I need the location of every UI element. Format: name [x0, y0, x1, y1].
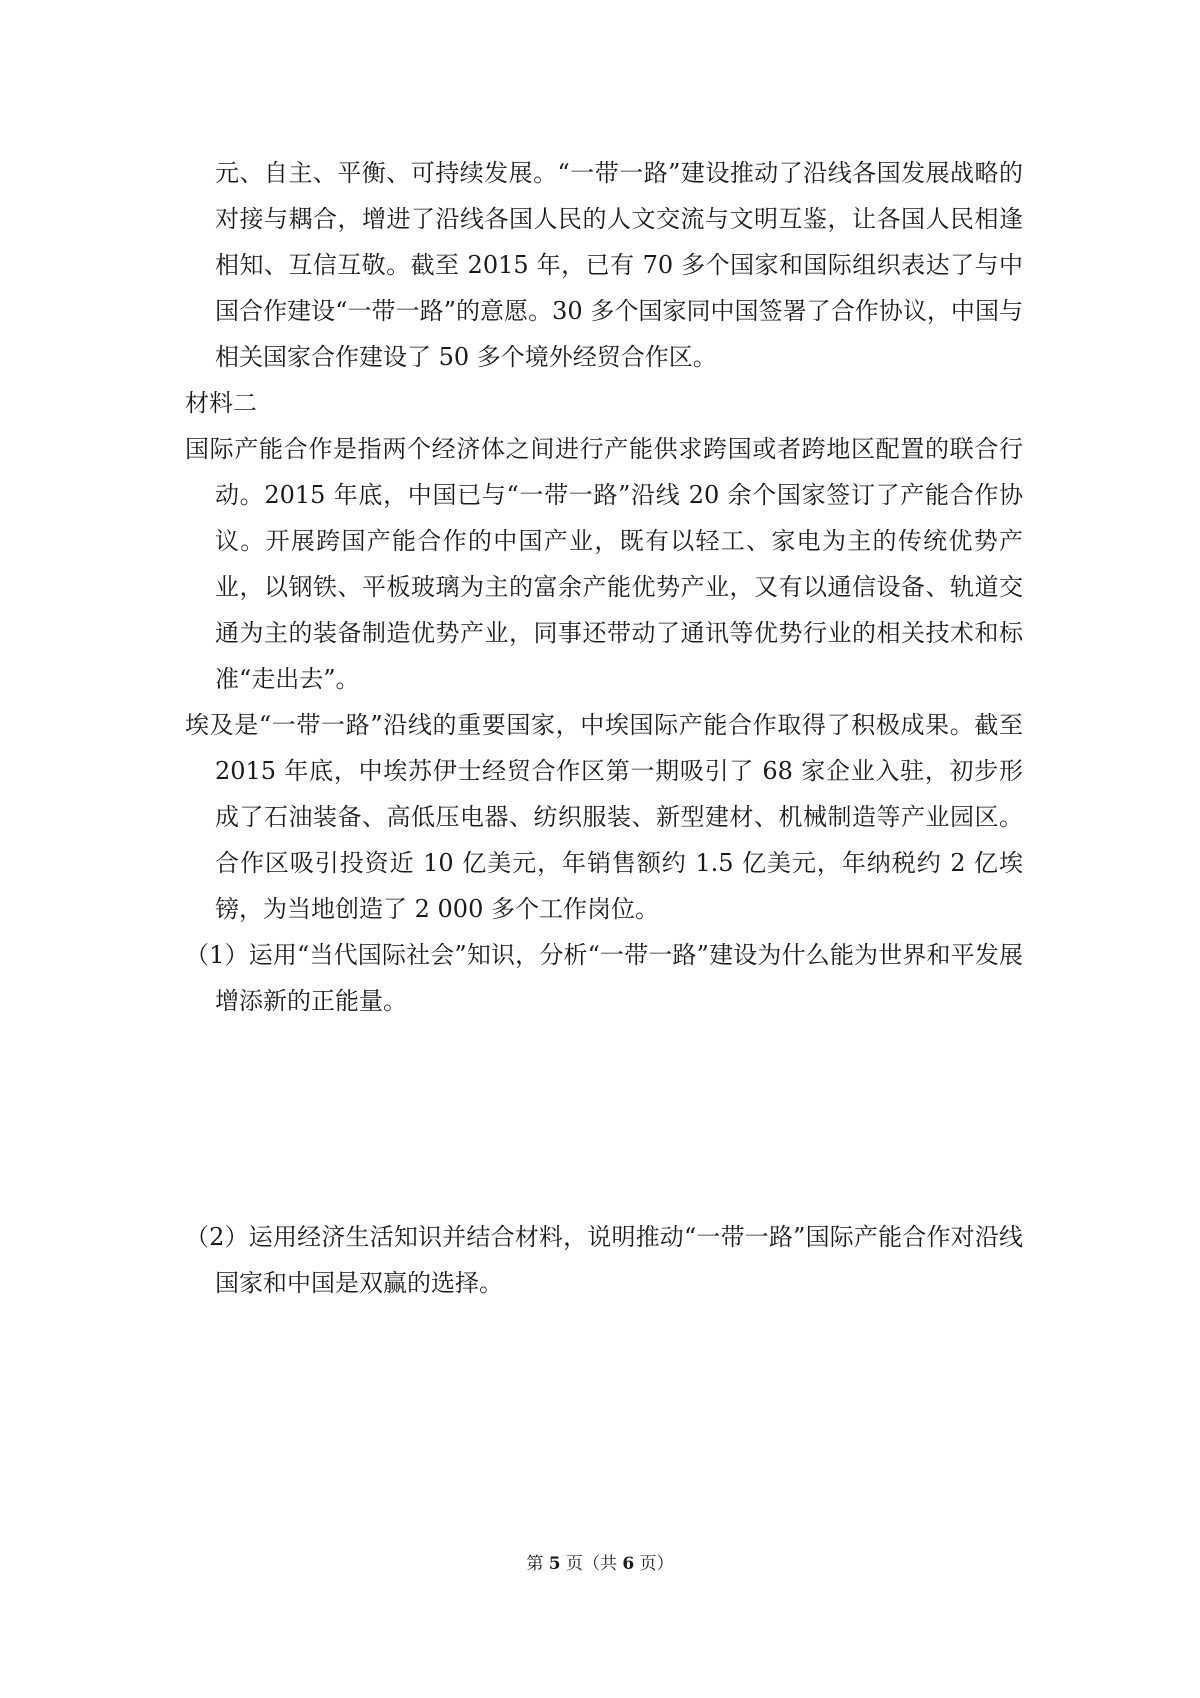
- footer-middle: 页（共: [560, 1554, 623, 1574]
- page-content: [185, 150, 1023, 1306]
- answer-space-1[interactable]: [185, 1024, 1023, 1214]
- footer-page-number: 5: [548, 1554, 561, 1574]
- page-footer: [0, 1552, 1200, 1576]
- material2-heading: 材料二: [185, 389, 257, 417]
- material2-paragraph-egypt: 埃及是“一带一路”沿线的重要国家，中埃国际产能合作取得了积极成果。截至 2015 年底，中埃苏伊士经贸合作区第一期吸引了 68 家企业入驻，初步形成了石油装备、高低压电器、纺织服装、新型建材、机械制造等产业园区。合作区吸引投资近 10 亿美元，年销售额约 1.5 亿美元，年纳税约 2 亿埃镑，为当地创造了 2 000 多个工作岗位。: [185, 711, 1023, 923]
- material2-paragraph-capacity: 国际产能合作是指两个经济体之间进行产能供求跨国或者跨地区配置的联合行动。2015 年底，中国已与“一带一路”沿线 20 余个国家签订了产能合作协议。开展跨国产能合作的中国产业，既有以轻工、家电为主的传统优势产业，以钢铁、平板玻璃为主的富余产能优势产业，又有以通信设备、轨道交通为主的装备制造优势产业，同事还带动了通讯等优势行业的相关技术和标准“走出去”。: [185, 435, 1023, 693]
- question-2: （2）运用经济生活知识并结合材料，说明推动“一带一路”国际产能合作对沿线国家和中国是双赢的选择。: [185, 1223, 1023, 1297]
- question-1: （1）运用“当代国际社会”知识，分析“一带一路”建设为什么能为世界和平发展增添新的正能量。: [185, 941, 1023, 1015]
- footer-prefix: 第: [526, 1554, 549, 1574]
- footer-total-pages: 6: [622, 1554, 635, 1574]
- material1-continued-paragraph: 元、自主、平衡、可持续发展。“一带一路”建设推动了沿线各国发展战略的对接与耦合，增进了沿线各国人民的人文交流与文明互鉴，让各国人民相逢相知、互信互敬。截至 2015 年，已有 70 多个国家和国际组织表达了与中国合作建设“一带一路”的意愿。30 多个国家同中国签署了合作协议，中国与相关国家合作建设了 50 多个境外经贸合作区。: [215, 159, 1023, 371]
- footer-suffix: 页）: [634, 1554, 674, 1574]
